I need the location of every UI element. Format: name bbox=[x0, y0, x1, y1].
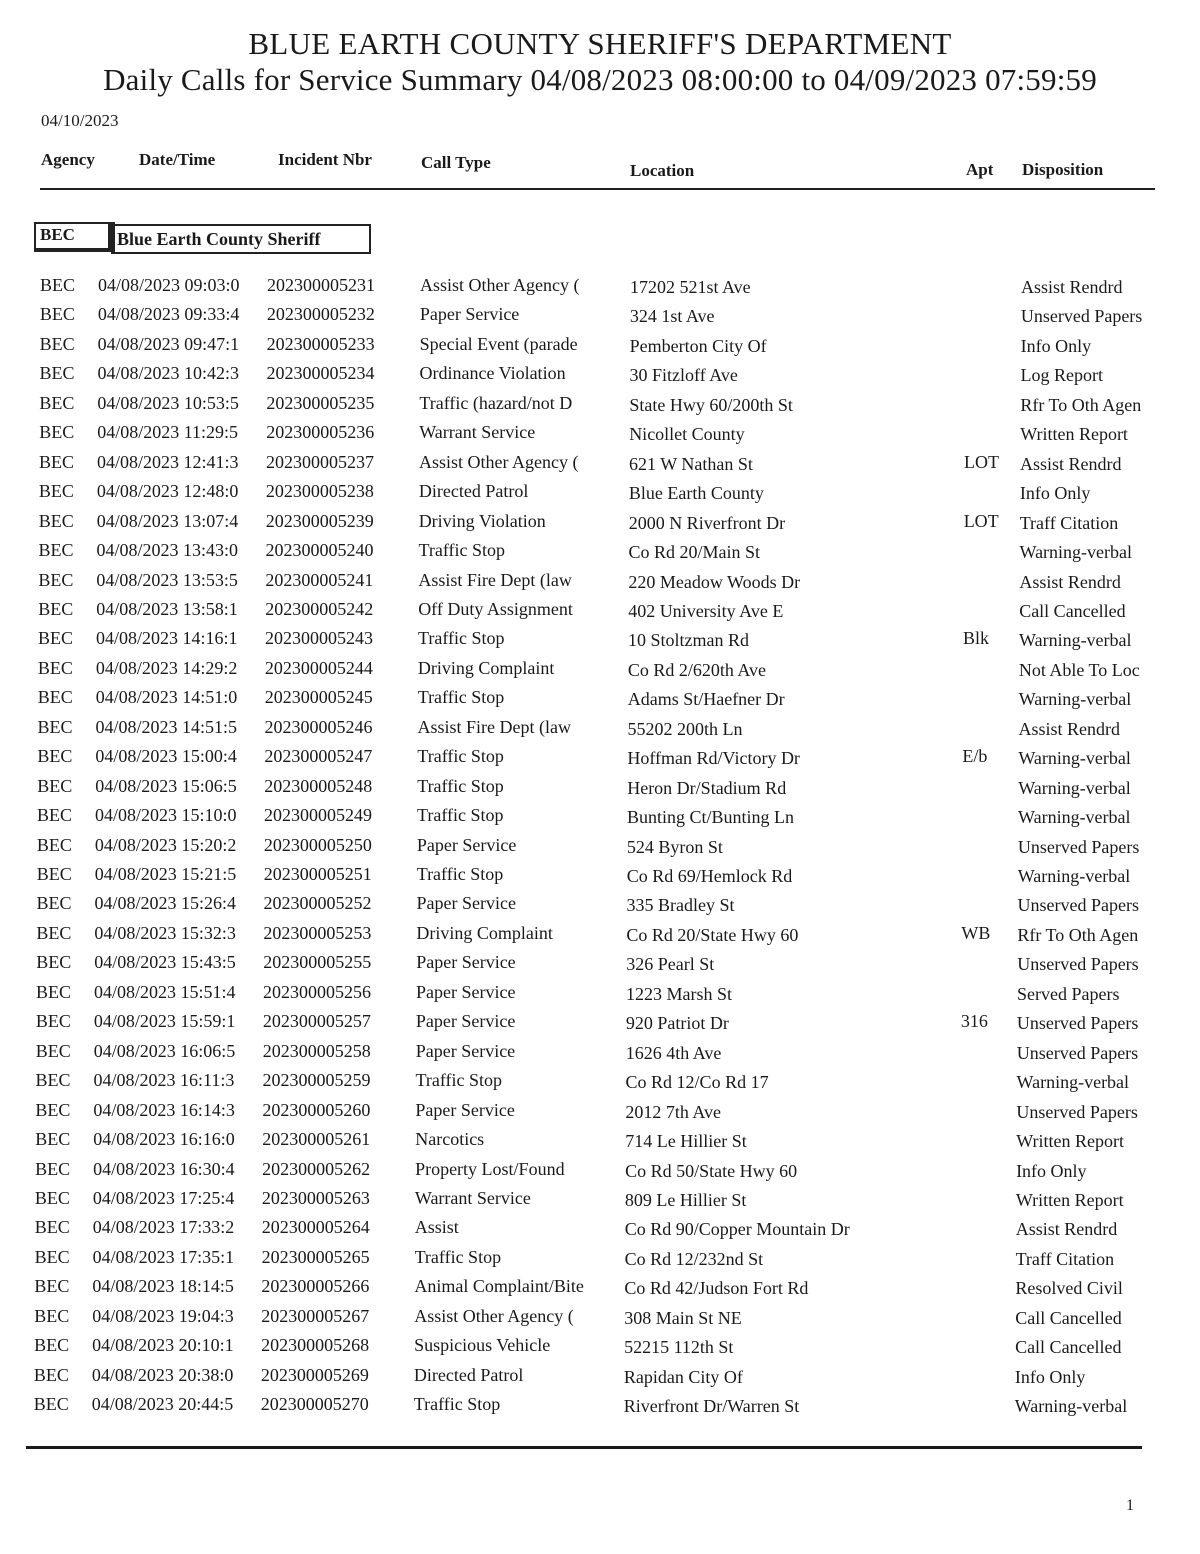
cell-agency: BEC bbox=[35, 1070, 71, 1091]
cell-apt: LOT bbox=[963, 510, 999, 531]
table-row bbox=[0, 835, 1197, 864]
cell-location: Blue Earth County bbox=[628, 483, 764, 504]
report-subtitle: Daily Calls for Service Summary 04/08/2023 08:00:00 to 04/09/2023 07:59:59 bbox=[103, 62, 1097, 97]
cell-incident-number: 202300005237 bbox=[266, 451, 375, 472]
cell-agency: BEC bbox=[37, 746, 73, 767]
table-row bbox=[0, 1394, 1194, 1423]
cell-datetime: 04/08/2023 10:42:3 bbox=[97, 363, 240, 384]
cell-datetime: 04/08/2023 17:33:2 bbox=[92, 1217, 235, 1238]
cell-call-type: Paper Service bbox=[416, 834, 517, 855]
cell-datetime: 04/08/2023 09:33:4 bbox=[97, 304, 240, 325]
cell-location: Co Rd 90/Copper Mountain Dr bbox=[624, 1219, 850, 1240]
cell-call-type: Special Event (parade bbox=[419, 333, 578, 354]
cell-disposition: Traff Citation bbox=[1019, 512, 1119, 533]
cell-location: 52215 112th St bbox=[624, 1337, 734, 1358]
cell-location: 324 1st Ave bbox=[629, 306, 715, 327]
cell-datetime: 04/08/2023 15:06:5 bbox=[95, 775, 237, 796]
cell-agency: BEC bbox=[39, 363, 75, 384]
table-row bbox=[0, 776, 1197, 805]
cell-agency: BEC bbox=[38, 540, 74, 561]
cell-incident-number: 202300005234 bbox=[266, 363, 375, 384]
table-row bbox=[0, 393, 1199, 422]
cell-disposition: Written Report bbox=[1015, 1189, 1124, 1210]
table-row bbox=[0, 1335, 1194, 1364]
report-date: 04/10/2023 bbox=[41, 111, 119, 130]
cell-location: 220 Meadow Woods Dr bbox=[628, 571, 801, 592]
cell-disposition: Unserved Papers bbox=[1017, 836, 1140, 857]
table-row bbox=[0, 1188, 1195, 1217]
cell-incident-number: 202300005241 bbox=[265, 569, 374, 590]
cell-call-type: Traffic Stop bbox=[416, 864, 504, 884]
cell-location: 30 Fitzloff Ave bbox=[629, 365, 738, 386]
cell-disposition: Unserved Papers bbox=[1017, 895, 1140, 916]
table-row bbox=[0, 923, 1196, 952]
table-row bbox=[0, 511, 1199, 540]
cell-incident-number: 202300005258 bbox=[262, 1040, 371, 1061]
cell-agency: BEC bbox=[34, 1276, 70, 1297]
cell-location: 2000 N Riverfront Dr bbox=[628, 512, 786, 533]
cell-disposition: Info Only bbox=[1020, 335, 1092, 356]
cell-incident-number: 202300005255 bbox=[263, 952, 372, 973]
cell-call-type: Paper Service bbox=[415, 1011, 516, 1032]
cell-call-type: Paper Service bbox=[415, 1099, 515, 1120]
table-row bbox=[0, 746, 1197, 775]
cell-apt: Blk bbox=[963, 628, 990, 649]
cell-location: Co Rd 42/Judson Fort Rd bbox=[624, 1278, 809, 1299]
cell-call-type: Directed Patrol bbox=[413, 1364, 524, 1385]
cell-disposition: Written Report bbox=[1016, 1131, 1124, 1152]
cell-agency: BEC bbox=[36, 893, 72, 914]
cell-agency: BEC bbox=[35, 1040, 71, 1061]
table-row bbox=[0, 452, 1199, 481]
cell-call-type: Traffic Stop bbox=[413, 1394, 501, 1415]
table-row bbox=[0, 540, 1199, 569]
cell-apt: 316 bbox=[960, 1011, 988, 1032]
cell-call-type: Assist Fire Dept (law bbox=[417, 716, 572, 737]
cell-location: Pemberton City Of bbox=[629, 335, 767, 356]
cell-agency: BEC bbox=[35, 1011, 71, 1032]
cell-agency: BEC bbox=[36, 834, 72, 855]
column-header-datetime: Date/Time bbox=[139, 150, 216, 169]
cell-call-type: Driving Complaint bbox=[417, 657, 555, 678]
cell-call-type: Traffic Stop bbox=[418, 540, 506, 561]
table-row bbox=[0, 1011, 1196, 1040]
cell-call-type: Assist bbox=[414, 1217, 459, 1238]
cell-call-type: Traffic (hazard/not D bbox=[419, 392, 573, 413]
table-row bbox=[0, 422, 1199, 451]
cell-location: 621 W Nathan St bbox=[629, 453, 753, 474]
cell-apt: WB bbox=[961, 922, 991, 943]
cell-incident-number: 202300005256 bbox=[263, 981, 372, 1002]
table-row bbox=[0, 599, 1198, 628]
cell-disposition: Resolved Civil bbox=[1015, 1278, 1123, 1299]
table-row bbox=[0, 481, 1199, 510]
cell-incident-number: 202300005233 bbox=[266, 333, 375, 354]
cell-agency: BEC bbox=[38, 569, 74, 590]
table-row bbox=[0, 1306, 1194, 1335]
page-number: 1 bbox=[1126, 1497, 1134, 1514]
report-title: BLUE EARTH COUNTY SHERIFF'S DEPARTMENT bbox=[248, 26, 952, 61]
cell-incident-number: 202300005257 bbox=[262, 1011, 371, 1032]
cell-call-type: Warrant Service bbox=[414, 1187, 531, 1208]
table-row bbox=[0, 334, 1200, 363]
table-row bbox=[0, 805, 1197, 834]
cell-agency: BEC bbox=[37, 775, 73, 796]
cell-disposition: Unserved Papers bbox=[1016, 1042, 1139, 1063]
cell-location: Co Rd 69/Hemlock Rd bbox=[626, 866, 793, 886]
cell-agency: BEC bbox=[38, 510, 74, 531]
table-row bbox=[0, 1217, 1195, 1246]
column-header-agency: Agency bbox=[41, 150, 95, 169]
column-header-apt: Apt bbox=[966, 160, 994, 179]
cell-datetime: 04/08/2023 15:00:4 bbox=[95, 746, 237, 767]
cell-incident-number: 202300005235 bbox=[266, 392, 375, 413]
cell-location: Co Rd 12/Co Rd 17 bbox=[625, 1072, 769, 1093]
cell-agency: BEC bbox=[39, 333, 75, 354]
cell-incident-number: 202300005240 bbox=[265, 540, 374, 561]
cell-agency: BEC bbox=[37, 716, 73, 737]
cell-agency: BEC bbox=[35, 1158, 71, 1179]
cell-disposition: Unserved Papers bbox=[1016, 1101, 1138, 1122]
cell-agency: BEC bbox=[39, 392, 75, 413]
cell-datetime: 04/08/2023 13:43:0 bbox=[96, 540, 239, 561]
table-row bbox=[0, 952, 1196, 981]
table-row bbox=[0, 982, 1196, 1011]
cell-incident-number: 202300005260 bbox=[262, 1099, 371, 1120]
cell-location: Co Rd 2/620th Ave bbox=[627, 659, 767, 680]
cell-disposition: Written Report bbox=[1020, 424, 1128, 445]
cell-call-type: Traffic Stop bbox=[417, 687, 505, 708]
cell-location: State Hwy 60/200th St bbox=[629, 394, 793, 415]
cell-call-type: Narcotics bbox=[415, 1129, 485, 1150]
cell-agency: BEC bbox=[36, 981, 72, 1002]
cell-call-type: Driving Complaint bbox=[416, 922, 553, 943]
cell-datetime: 04/08/2023 19:04:3 bbox=[92, 1305, 234, 1326]
cell-agency: BEC bbox=[36, 922, 72, 943]
cell-agency: BEC bbox=[34, 1305, 70, 1326]
cell-datetime: 04/08/2023 15:32:3 bbox=[94, 922, 236, 943]
column-header-disposition: Disposition bbox=[1022, 160, 1104, 179]
cell-incident-number: 202300005239 bbox=[265, 510, 374, 531]
cell-call-type: Traffic Stop bbox=[418, 628, 505, 649]
cell-location: Co Rd 20/State Hwy 60 bbox=[626, 924, 799, 945]
cell-disposition: Call Cancelled bbox=[1019, 600, 1126, 621]
cell-datetime: 04/08/2023 15:59:1 bbox=[93, 1011, 236, 1032]
table-row bbox=[0, 275, 1200, 304]
cell-incident-number: 202300005232 bbox=[266, 304, 375, 325]
cell-call-type: Directed Patrol bbox=[418, 481, 529, 502]
cell-datetime: 04/08/2023 14:51:0 bbox=[95, 687, 238, 708]
cell-datetime: 04/08/2023 10:53:5 bbox=[97, 392, 239, 413]
cell-incident-number: 202300005259 bbox=[262, 1070, 371, 1091]
cell-datetime: 04/08/2023 17:35:1 bbox=[92, 1246, 235, 1267]
cell-agency: BEC bbox=[38, 628, 74, 649]
cell-incident-number: 202300005251 bbox=[263, 864, 372, 884]
table-row bbox=[0, 893, 1197, 922]
cell-disposition: Assist Rendrd bbox=[1019, 571, 1121, 592]
cell-location: 326 Pearl St bbox=[626, 954, 715, 975]
cell-call-type: Traffic Stop bbox=[414, 1246, 502, 1267]
cell-agency: BEC bbox=[33, 1364, 69, 1385]
table-row bbox=[0, 363, 1200, 392]
cell-location: Adams St/Haefner Dr bbox=[627, 689, 785, 710]
cell-location: Bunting Ct/Bunting Ln bbox=[627, 807, 795, 828]
cell-disposition: Unserved Papers bbox=[1017, 954, 1139, 975]
cell-datetime: 04/08/2023 15:21:5 bbox=[94, 864, 237, 884]
table-row bbox=[0, 864, 1197, 893]
cell-datetime: 04/08/2023 14:29:2 bbox=[95, 657, 238, 678]
cell-incident-number: 202300005265 bbox=[261, 1246, 370, 1267]
cell-call-type: Paper Service bbox=[416, 952, 516, 973]
table-row bbox=[0, 1129, 1195, 1158]
table-row bbox=[0, 304, 1200, 333]
cell-disposition: Warning-verbal bbox=[1014, 1396, 1128, 1417]
cell-datetime: 04/08/2023 12:41:3 bbox=[97, 451, 239, 472]
cell-disposition: Warning-verbal bbox=[1016, 1072, 1130, 1093]
cell-call-type: Traffic Stop bbox=[417, 746, 504, 767]
cell-disposition: Assist Rendrd bbox=[1020, 453, 1122, 474]
cell-disposition: Call Cancelled bbox=[1015, 1307, 1122, 1328]
cell-agency: BEC bbox=[36, 952, 72, 973]
cell-incident-number: 202300005270 bbox=[260, 1394, 369, 1415]
cell-location: 2012 7th Ave bbox=[625, 1101, 722, 1122]
footer-divider bbox=[26, 1446, 1142, 1449]
cell-location: 335 Bradley St bbox=[626, 895, 735, 916]
cell-location: 524 Byron St bbox=[626, 836, 723, 857]
cell-disposition: Warning-verbal bbox=[1017, 866, 1131, 886]
cell-incident-number: 202300005262 bbox=[262, 1158, 371, 1179]
agency-name-box: Blue Earth County Sheriff bbox=[111, 224, 371, 254]
cell-incident-number: 202300005248 bbox=[264, 775, 373, 796]
cell-location: Hoffman Rd/Victory Dr bbox=[627, 748, 800, 769]
cell-call-type: Animal Complaint/Bite bbox=[414, 1276, 584, 1297]
cell-datetime: 04/08/2023 20:10:1 bbox=[92, 1335, 234, 1356]
cell-disposition: Rfr To Oth Agen bbox=[1020, 394, 1142, 415]
cell-datetime: 04/08/2023 18:14:5 bbox=[92, 1276, 234, 1297]
cell-agency: BEC bbox=[34, 1187, 70, 1208]
table-row bbox=[0, 1100, 1195, 1129]
cell-agency: BEC bbox=[37, 805, 73, 826]
cell-location: 1223 Marsh St bbox=[626, 983, 733, 1004]
cell-agency: BEC bbox=[34, 1246, 70, 1267]
cell-call-type: Property Lost/Found bbox=[415, 1158, 565, 1179]
cell-datetime: 04/08/2023 13:07:4 bbox=[96, 510, 239, 531]
cell-datetime: 04/08/2023 09:47:1 bbox=[97, 333, 240, 354]
table-row bbox=[0, 1070, 1196, 1099]
cell-location: Heron Dr/Stadium Rd bbox=[627, 777, 787, 798]
cell-datetime: 04/08/2023 13:53:5 bbox=[96, 569, 238, 590]
cell-incident-number: 202300005244 bbox=[264, 657, 373, 678]
cell-location: 809 Le Hillier St bbox=[624, 1189, 747, 1210]
table-row bbox=[0, 1365, 1194, 1394]
cell-datetime: 04/08/2023 12:48:0 bbox=[96, 481, 239, 502]
cell-incident-number: 202300005238 bbox=[265, 481, 374, 502]
cell-datetime: 04/08/2023 17:25:4 bbox=[92, 1187, 235, 1208]
cell-disposition: Info Only bbox=[1014, 1366, 1086, 1387]
cell-disposition: Unserved Papers bbox=[1020, 306, 1143, 327]
cell-disposition: Log Report bbox=[1020, 365, 1104, 386]
column-header-call-type: Call Type bbox=[421, 153, 491, 172]
cell-call-type: Assist Fire Dept (law bbox=[418, 569, 572, 590]
cell-call-type: Traffic Stop bbox=[417, 775, 504, 796]
cell-disposition: Not Able To Loc bbox=[1018, 659, 1140, 680]
header-divider bbox=[40, 188, 1155, 190]
cell-disposition: Call Cancelled bbox=[1015, 1337, 1122, 1358]
table-row bbox=[0, 1276, 1194, 1305]
cell-call-type: Assist Other Agency ( bbox=[414, 1305, 574, 1326]
cell-disposition: Warning-verbal bbox=[1018, 777, 1131, 798]
cell-agency: BEC bbox=[39, 422, 75, 443]
cell-disposition: Traff Citation bbox=[1015, 1248, 1115, 1269]
cell-agency: BEC bbox=[39, 451, 75, 472]
cell-datetime: 04/08/2023 20:44:5 bbox=[91, 1394, 234, 1415]
cell-disposition: Unserved Papers bbox=[1016, 1013, 1139, 1034]
cell-incident-number: 202300005236 bbox=[266, 422, 375, 443]
cell-incident-number: 202300005246 bbox=[264, 716, 373, 737]
cell-disposition: Served Papers bbox=[1017, 983, 1120, 1004]
cell-location: 308 Main St NE bbox=[624, 1307, 742, 1328]
table-row bbox=[0, 658, 1198, 687]
table-row bbox=[0, 687, 1198, 716]
table-row bbox=[0, 628, 1198, 657]
cell-call-type: Traffic Stop bbox=[415, 1070, 503, 1091]
cell-datetime: 04/08/2023 16:30:4 bbox=[93, 1158, 235, 1179]
cell-incident-number: 202300005250 bbox=[263, 834, 372, 855]
cell-agency: BEC bbox=[34, 1217, 70, 1238]
cell-agency: BEC bbox=[33, 1394, 69, 1415]
cell-incident-number: 202300005245 bbox=[264, 687, 373, 708]
cell-datetime: 04/08/2023 14:16:1 bbox=[96, 628, 238, 649]
cell-location: 920 Patriot Dr bbox=[625, 1013, 729, 1034]
cell-incident-number: 202300005243 bbox=[265, 628, 374, 649]
cell-datetime: 04/08/2023 20:38:0 bbox=[91, 1364, 234, 1385]
cell-incident-number: 202300005269 bbox=[260, 1364, 369, 1385]
cell-location: 1626 4th Ave bbox=[625, 1042, 722, 1063]
cell-incident-number: 202300005253 bbox=[263, 922, 372, 943]
cell-call-type: Paper Service bbox=[419, 304, 520, 325]
table-row bbox=[0, 1041, 1196, 1070]
cell-incident-number: 202300005261 bbox=[262, 1129, 371, 1150]
cell-disposition: Assist Rendrd bbox=[1018, 718, 1121, 739]
cell-call-type: Traffic Stop bbox=[417, 805, 504, 826]
cell-datetime: 04/08/2023 11:29:5 bbox=[97, 422, 239, 443]
table-row bbox=[0, 1159, 1195, 1188]
cell-agency: BEC bbox=[37, 657, 73, 678]
cell-location: Co Rd 50/State Hwy 60 bbox=[625, 1160, 798, 1181]
cell-location: Riverfront Dr/Warren St bbox=[623, 1396, 800, 1417]
cell-disposition: Warning-verbal bbox=[1018, 689, 1132, 710]
cell-incident-number: 202300005266 bbox=[261, 1276, 370, 1297]
cell-disposition: Assist Rendrd bbox=[1021, 277, 1123, 297]
cell-datetime: 04/08/2023 15:51:4 bbox=[94, 981, 236, 1002]
cell-location: 10 Stoltzman Rd bbox=[628, 630, 750, 651]
cell-agency: BEC bbox=[35, 1129, 71, 1150]
cell-incident-number: 202300005264 bbox=[261, 1217, 370, 1238]
cell-datetime: 04/08/2023 13:58:1 bbox=[96, 598, 238, 619]
cell-agency: BEC bbox=[39, 304, 75, 325]
cell-incident-number: 202300005252 bbox=[263, 893, 372, 914]
cell-datetime: 04/08/2023 16:11:3 bbox=[93, 1070, 235, 1091]
cell-location: Co Rd 12/232nd St bbox=[624, 1248, 764, 1269]
cell-disposition: Rfr To Oth Agen bbox=[1017, 924, 1139, 945]
cell-call-type: Paper Service bbox=[416, 981, 516, 1002]
cell-call-type: Paper Service bbox=[415, 1040, 516, 1061]
cell-agency: BEC bbox=[40, 275, 76, 295]
cell-location: 714 Le Hillier St bbox=[625, 1131, 747, 1152]
cell-disposition: Assist Rendrd bbox=[1015, 1219, 1118, 1240]
cell-agency: BEC bbox=[38, 598, 74, 619]
cell-agency: BEC bbox=[37, 687, 73, 708]
cell-location: 402 University Ave E bbox=[628, 600, 784, 621]
table-row bbox=[0, 570, 1198, 599]
cell-disposition: Warning-verbal bbox=[1018, 807, 1131, 828]
column-header-location: Location bbox=[630, 161, 695, 180]
column-header-incident: Incident Nbr bbox=[278, 150, 372, 169]
cell-incident-number: 202300005247 bbox=[264, 746, 373, 767]
cell-incident-number: 202300005249 bbox=[264, 805, 373, 826]
table-row bbox=[0, 1247, 1195, 1276]
cell-incident-number: 202300005263 bbox=[261, 1187, 370, 1208]
agency-code-box: BEC bbox=[34, 222, 115, 252]
table-row bbox=[0, 717, 1198, 746]
cell-call-type: Suspicious Vehicle bbox=[414, 1335, 551, 1356]
cell-call-type: Ordinance Violation bbox=[419, 363, 566, 384]
cell-apt: LOT bbox=[964, 451, 1000, 472]
cell-location: 17202 521st Ave bbox=[630, 277, 751, 297]
cell-call-type: Assist Other Agency ( bbox=[419, 451, 579, 472]
cell-location: Co Rd 20/Main St bbox=[628, 542, 761, 563]
cell-apt: E/b bbox=[962, 746, 988, 767]
cell-datetime: 04/08/2023 14:51:5 bbox=[95, 716, 238, 737]
cell-agency: BEC bbox=[35, 1099, 71, 1120]
cell-location: 55202 200th Ln bbox=[627, 718, 743, 739]
cell-location: Nicollet County bbox=[629, 424, 745, 445]
cell-agency: BEC bbox=[34, 1335, 70, 1356]
cell-disposition: Warning-verbal bbox=[1019, 630, 1132, 651]
cell-agency: BEC bbox=[36, 864, 72, 884]
cell-disposition: Warning-verbal bbox=[1018, 748, 1131, 769]
cell-incident-number: 202300005242 bbox=[265, 598, 374, 619]
cell-disposition: Info Only bbox=[1016, 1160, 1087, 1181]
cell-datetime: 04/08/2023 16:16:0 bbox=[93, 1129, 235, 1150]
cell-datetime: 04/08/2023 15:20:2 bbox=[94, 834, 237, 855]
cell-datetime: 04/08/2023 15:26:4 bbox=[94, 893, 237, 914]
cell-datetime: 04/08/2023 09:03:0 bbox=[98, 275, 240, 295]
cell-location: Rapidan City Of bbox=[623, 1366, 743, 1387]
cell-datetime: 04/08/2023 16:06:5 bbox=[93, 1040, 236, 1061]
cell-call-type: Off Duty Assignment bbox=[418, 598, 573, 619]
cell-datetime: 04/08/2023 15:10:0 bbox=[95, 805, 237, 826]
cell-agency: BEC bbox=[38, 481, 74, 502]
cell-disposition: Warning-verbal bbox=[1019, 542, 1133, 563]
cell-datetime: 04/08/2023 15:43:5 bbox=[94, 952, 236, 973]
cell-call-type: Assist Other Agency ( bbox=[420, 275, 580, 295]
cell-call-type: Driving Violation bbox=[418, 510, 546, 531]
cell-incident-number: 202300005268 bbox=[261, 1335, 370, 1356]
cell-incident-number: 202300005267 bbox=[261, 1305, 370, 1326]
cell-disposition: Info Only bbox=[1019, 483, 1091, 504]
cell-datetime: 04/08/2023 16:14:3 bbox=[93, 1099, 235, 1120]
cell-incident-number: 202300005231 bbox=[267, 275, 375, 295]
cell-call-type: Warrant Service bbox=[419, 422, 536, 443]
cell-call-type: Paper Service bbox=[416, 893, 517, 914]
